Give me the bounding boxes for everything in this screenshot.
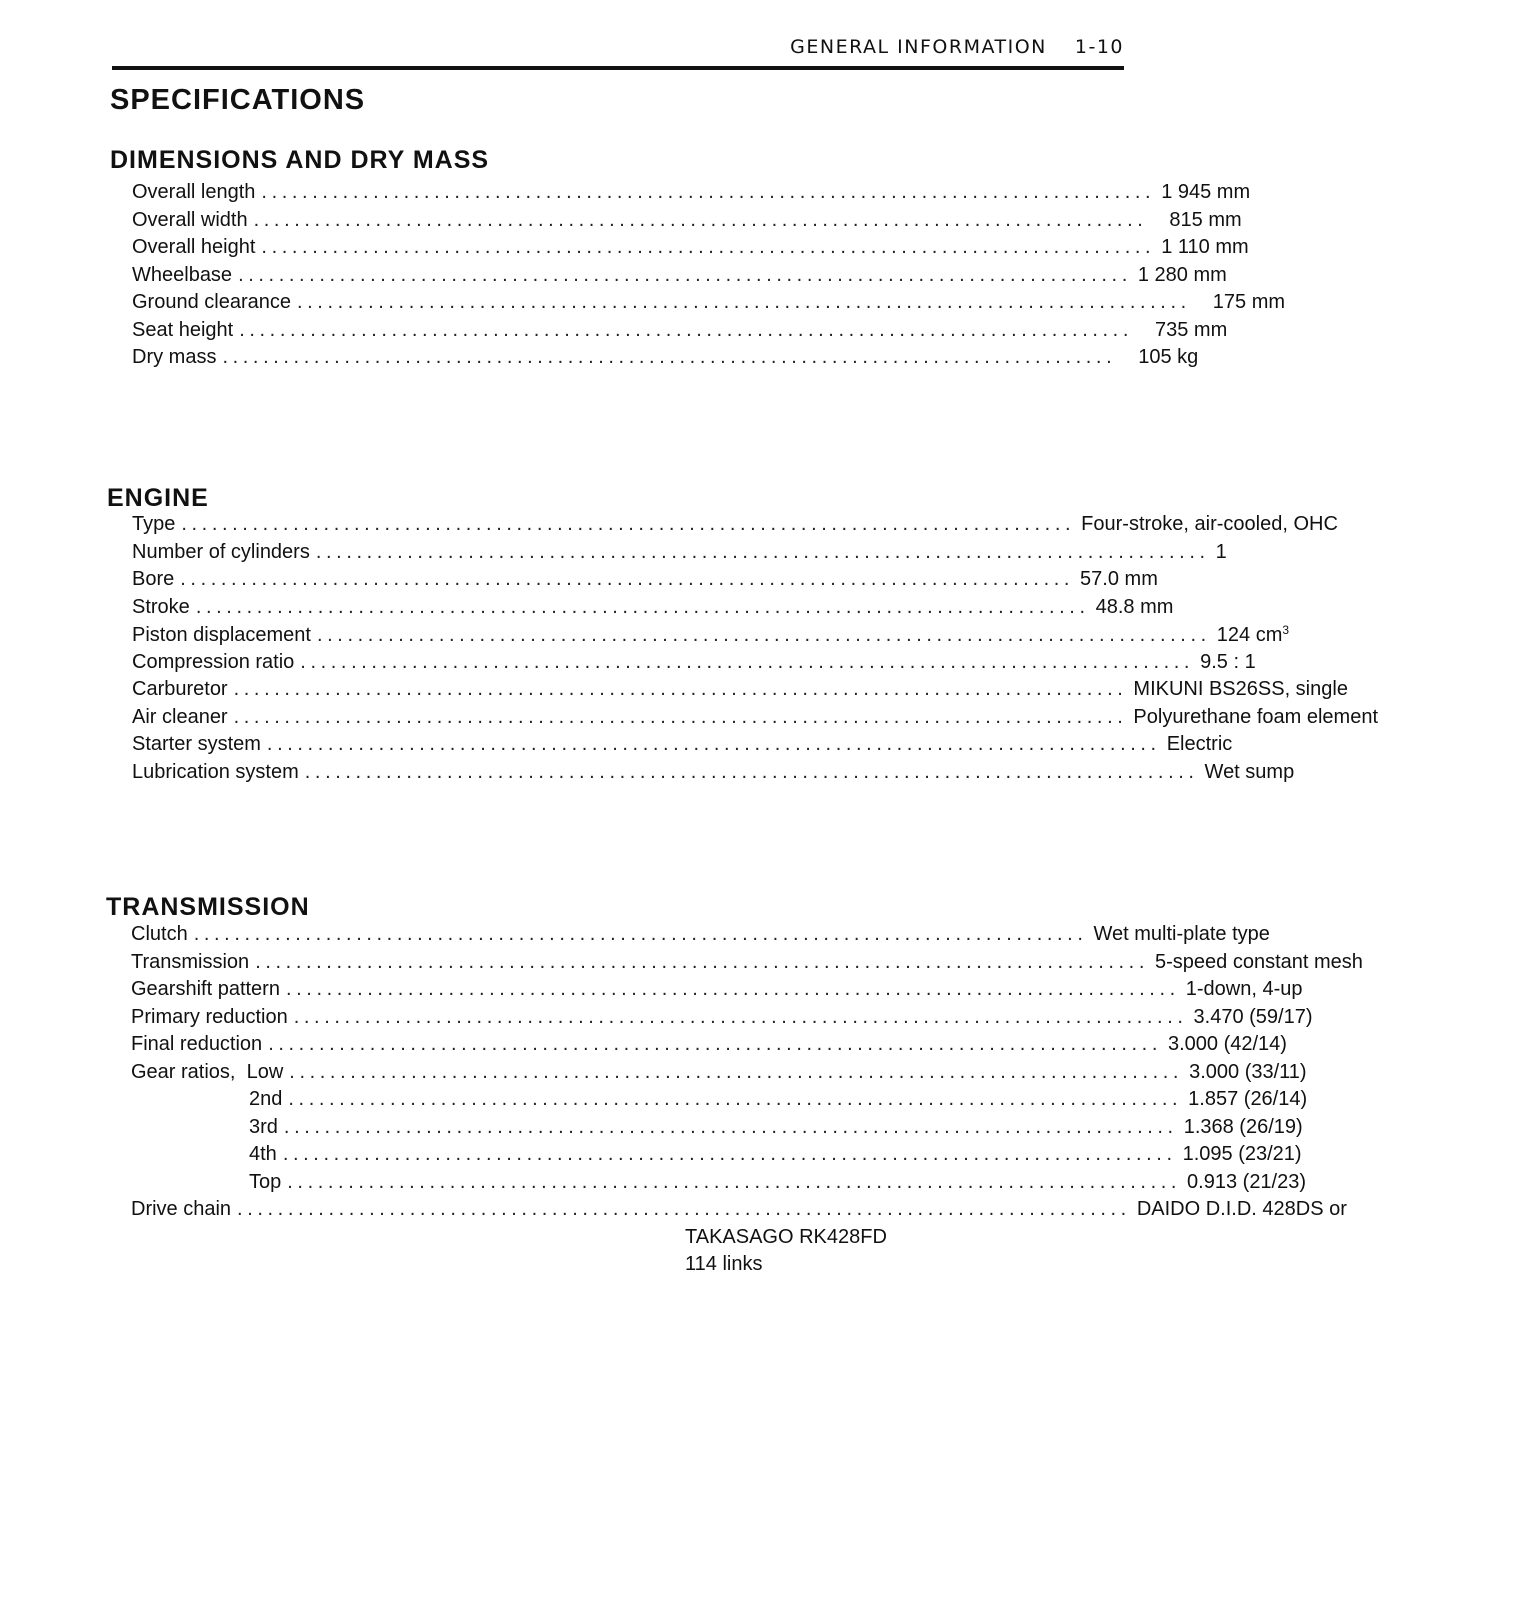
spec-label: Gear ratios, Low [131,1060,284,1083]
dot-leader: ........................................................................................ [238,263,1132,286]
dot-leader: ........................................................................................ [283,1115,1178,1138]
section-heading-transmission: TRANSMISSION [106,893,310,921]
spec-label: Type [132,513,176,535]
dot-leader: ........................................................................................ [266,733,1161,755]
dot-leader: ........................................................................................ [181,513,1076,535]
spec-value: 5-speed constant mesh [1154,950,1363,973]
spec-row [132,650,1256,679]
dot-leader: ........................................................................................ [255,950,1149,973]
dot-leader: ........................................................................................ [268,1033,1162,1055]
spec-label: Stroke [132,595,190,618]
spec-value: 1 280 mm [1137,263,1227,286]
header-section: GENERAL INFORMATION [790,36,1047,58]
spec-label: Air cleaner [132,705,228,728]
spec-value: 0.913 (21/23) [1187,1170,1307,1193]
spec-label: Carburetor [132,678,228,700]
spec-value: DAIDO D.I.D. 428DS or [1136,1198,1347,1220]
spec-value: Electric [1166,733,1233,755]
spec-value-text: 124 cm [1216,624,1283,646]
spec-value: 114 links [685,1253,763,1275]
spec-value: 3.000 (42/14) [1167,1033,1287,1055]
spec-row [131,1005,1313,1034]
dot-leader: ........................................................................................ [315,540,1210,563]
spec-label: Final reduction [131,1033,263,1055]
spec-label: Seat height [132,318,234,341]
engine-spec-list [132,513,1378,788]
spec-label: Transmission [131,950,250,973]
dot-leader: ........................................................................................ [300,650,1195,673]
dot-leader: ........................................................................................ [293,1005,1188,1028]
dimensions-spec-list [132,181,1286,374]
spec-label: Dry mass [132,346,217,368]
dot-leader: ........................................................................................ [233,678,1128,700]
transmission-spec-list [131,923,1363,1281]
spec-row [132,540,1227,569]
spec-row [131,978,1303,1006]
spec-value: 1-down, 4-up [1185,978,1303,1000]
spec-value: 1.368 (26/19) [1183,1115,1303,1138]
spec-value: 48.8 mm [1095,595,1174,618]
spec-row [131,1033,1287,1061]
section-heading-dimensions: DIMENSIONS AND DRY MASS [110,146,490,174]
spec-value: 9.5 : 1 [1200,650,1256,673]
spec-label: Piston displacement [132,624,311,646]
spec-row [132,595,1174,624]
spec-value: 175 mm [1212,291,1286,313]
spec-row [131,1115,1303,1144]
dot-leader: ........................................................................................ [193,923,1088,945]
spec-row [132,236,1249,264]
dot-leader: ........................................................................................ [253,208,1148,231]
dot-leader: ........................................................................................ [296,291,1191,313]
spec-value: 3.000 (33/11) [1189,1060,1307,1083]
spec-row [132,623,1290,651]
spec-label: Wheelbase [132,263,233,286]
dot-leader: ........................................................................................ [195,595,1090,618]
spec-value: Wet multi-plate type [1093,923,1270,945]
dot-leader: ........................................................................................ [180,568,1075,590]
spec-row-continuation [131,1253,981,1281]
dot-leader: ........................................................................................ [288,1088,1183,1110]
spec-value: TAKASAGO RK428FD [685,1225,887,1248]
spec-row [131,923,1270,951]
dot-leader: ........................................................................................ [304,760,1199,783]
dot-leader: ........................................................................................ [261,181,1156,203]
page-number: 1-10 [1074,36,1124,58]
spec-label: Starter system [132,733,261,755]
spec-label: Primary reduction [131,1005,288,1028]
dot-leader: ........................................................................................ [282,1143,1177,1165]
spec-row [132,568,1158,596]
dot-leader: ........................................................................................ [222,346,1117,368]
spec-value: 1 [1215,540,1227,563]
spec-value: 815 mm [1169,208,1242,231]
page-title: SPECIFICATIONS [110,84,366,116]
spec-row-continuation [131,1226,981,1254]
spec-label: Top [249,1170,282,1193]
dot-leader: ........................................................................................ [261,236,1156,258]
spec-value: 3.470 (59/17) [1193,1005,1313,1028]
dot-leader: ........................................................................................ [287,1170,1182,1193]
dot-leader: ........................................................................................ [237,1198,1131,1220]
superscript-cubed: 3 [1282,623,1290,637]
spec-row [131,1088,1308,1116]
spec-row [132,513,1338,541]
spec-row [132,678,1348,706]
spec-value: 1 945 mm [1161,181,1251,203]
dot-leader: ........................................................................................ [289,1060,1184,1083]
spec-label: 4th [249,1143,277,1165]
spec-row [132,291,1286,319]
spec-label: Number of cylinders [132,540,310,563]
spec-row [132,181,1251,209]
spec-row [131,1143,1302,1171]
spec-value: Four-stroke, air-cooled, OHC [1081,513,1338,535]
section-heading-engine: ENGINE [107,484,209,512]
spec-value: 1.095 (23/21) [1182,1143,1302,1165]
spec-row [132,208,1242,237]
spec-value [1211,623,1513,647]
spec-row [132,263,1227,292]
spec-label: Overall width [132,208,248,231]
spec-label: Compression ratio [132,650,295,673]
dot-leader: ........................................................................................ [285,978,1180,1000]
spec-row [132,760,1295,789]
spec-row [132,705,1378,734]
spec-value: 1 110 mm [1161,236,1249,258]
spec-row [132,733,1233,761]
spec-value: Wet sump [1204,760,1295,783]
spec-value: Polyurethane foam element [1133,705,1378,728]
spec-label: Clutch [131,923,188,945]
spec-row [131,1198,1347,1226]
spec-value: 1.857 (26/14) [1188,1088,1308,1110]
spec-label: Gearshift pattern [131,978,280,1000]
spec-row [131,1170,1307,1199]
spec-label: Overall length [132,181,256,203]
dot-leader: ........................................................................................ [239,318,1133,341]
spec-row [131,1060,1307,1089]
dot-leader: ........................................................................................ [233,705,1128,728]
spec-label: 3rd [249,1115,278,1138]
spec-row [132,318,1228,347]
spec-value: MIKUNI BS26SS, single [1133,678,1348,700]
spec-value: 105 kg [1138,346,1199,368]
spec-value: 735 mm [1155,318,1228,341]
page-header [112,36,1124,70]
spec-row [131,950,1363,979]
spec-label: Drive chain [131,1198,232,1220]
running-head [790,36,1124,58]
spec-label: 2nd [249,1088,283,1110]
spec-label: Ground clearance [132,291,291,313]
dot-leader: ........................................................................................ [316,624,1211,646]
spec-label: Bore [132,568,175,590]
spec-value: 57.0 mm [1080,568,1158,590]
spec-label: Lubrication system [132,760,299,783]
spec-label: Overall height [132,236,256,258]
spec-row [132,346,1199,374]
